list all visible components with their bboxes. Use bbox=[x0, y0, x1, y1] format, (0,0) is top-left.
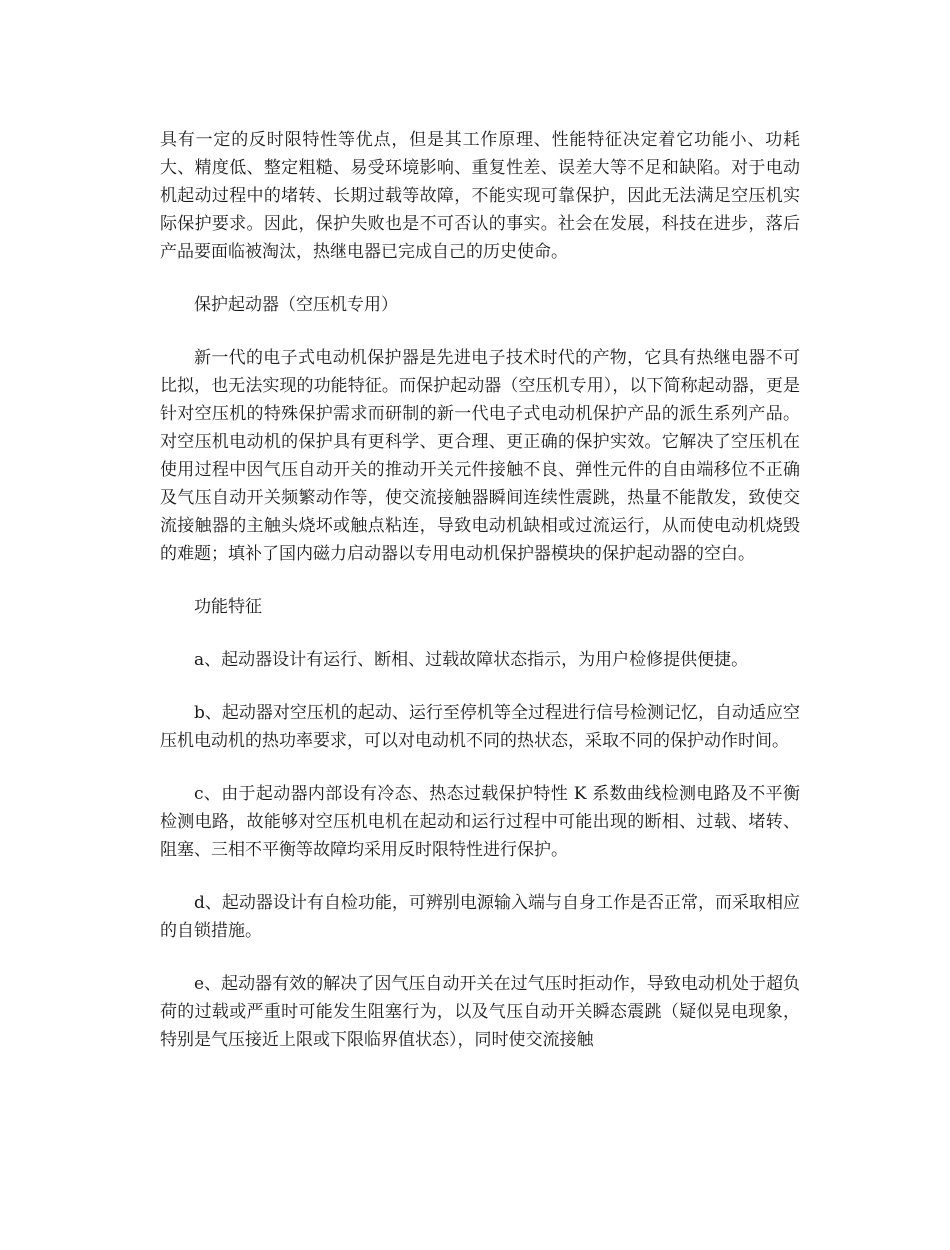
paragraph-electronic-protector: 新一代的电子式电动机保护器是先进电子技术时代的产物，它具有热继电器不可比拟，也无法实现的功能特征。而保护起动器（空压机专用），以下简称起动器，更是针对空压机的特殊保护需求而研制的新一代电子式电动机保护产品的派生系列产品。对空压机电动机的保护具有更科学、更合理、更正确的保护实效。它解决了空压机在使用过程中因气压自动开关的推动开关元件接触不良、弹性元件的自由端移位不正确及气压自动开关频繁动作等，使交流接触器瞬间连续性震跳，热量不能散发，致使交流接触器的主触头烧坏或触点粘连，导致电动机缺相或过流运行，从而使电动机烧毁的难题；填补了国内磁力启动器以专用电动机保护器模块的保护起动器的空白。 bbox=[160, 348, 800, 564]
paragraph-thermal-relay-drawbacks: 具有一定的反时限特性等优点，但是其工作原理、性能特征决定着它功能小、功耗大、精度低、整定粗糙、易受环境影响、重复性差、误差大等不足和缺陷。对于电动机起动过程中的堵转、长期过载等故障，不能实现可靠保护，因此无法满足空压机实际保护要求。因此，保护失败也是不可否认的事实。社会在发展，科技在进步，落后产品要面临被淘汰，热继电器已完成自己的历史使命。 bbox=[160, 130, 800, 262]
section-heading-features: 功能特征 bbox=[194, 597, 262, 617]
feature-item-e: e、起动器有效的解决了因气压自动开关在过气压时拒动作，导致电动机处于超负荷的过载或严重时可能发生阻塞行为，以及气压自动开关瞬态震跳（疑似晃电现象，特别是气压接近上限或下限临界值状态），同时使交流接触 bbox=[160, 974, 800, 1050]
document-body bbox=[160, 126, 800, 1079]
feature-item-c: c、由于起动器内部设有冷态、热态过载保护特性 K 系数曲线检测电路及不平衡检测电路，故能够对空压机电机在起动和运行过程中可能出现的断相、过载、堵转、阻塞、三相不平衡等故障均采用反时限特性进行保护。 bbox=[160, 784, 800, 860]
feature-item-d: d、起动器设计有自检功能，可辨别电源输入端与自身工作是否正常，而采取相应的自锁措施。 bbox=[160, 893, 800, 941]
feature-item-a: a、起动器设计有运行、断相、过载故障状态指示，为用户检修提供便捷。 bbox=[194, 650, 749, 670]
section-heading-protective-starter: 保护起动器（空压机专用） bbox=[194, 295, 398, 315]
feature-item-b: b、起动器对空压机的起动、运行至停机等全过程进行信号检测记忆，自动适应空压机电动机的热功率要求，可以对电动机不同的热状态，采取不同的保护动作时间。 bbox=[160, 703, 800, 751]
